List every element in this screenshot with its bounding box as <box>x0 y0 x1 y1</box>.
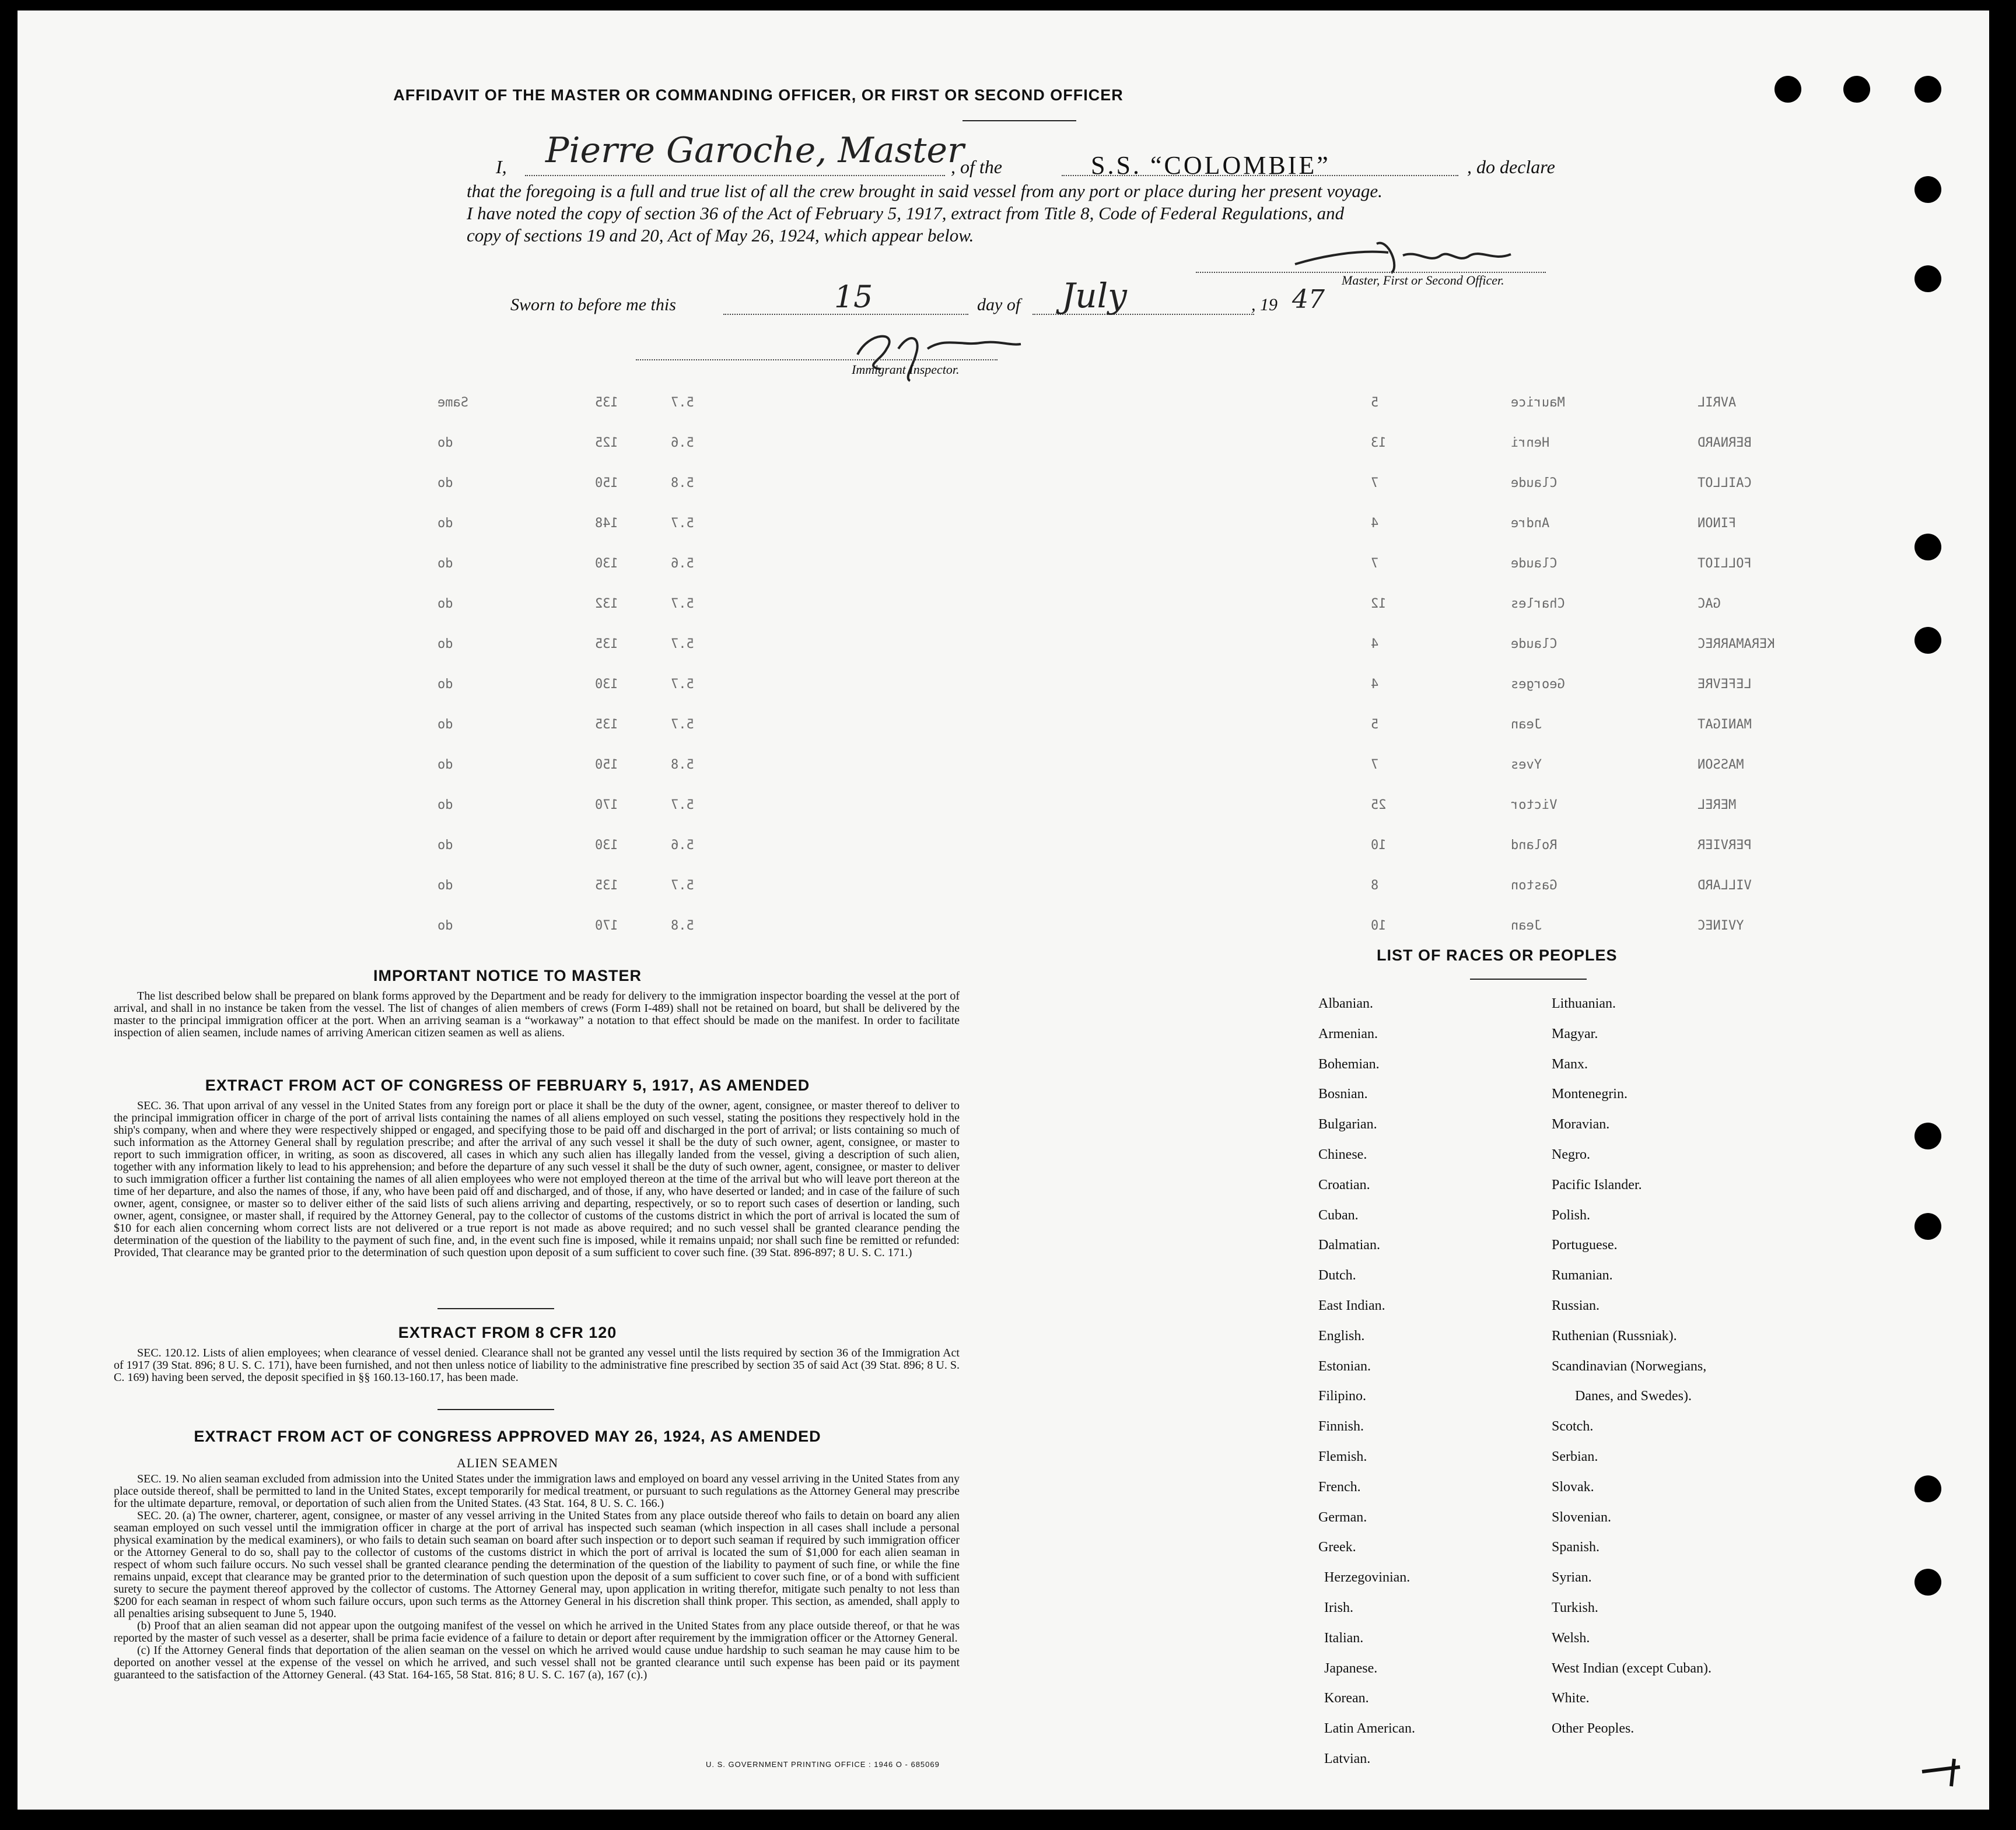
race-item: Greek. <box>1318 1540 1356 1555</box>
race-item: English. <box>1318 1328 1365 1344</box>
bleed-cell: do <box>438 798 453 812</box>
bleed-cell: 5.7 <box>671 597 694 611</box>
race-item: Russian. <box>1552 1298 1600 1313</box>
bleed-cell: do <box>438 878 453 893</box>
bleed-cell: Jean <box>1511 717 1542 732</box>
bleed-cell: Maurice <box>1511 395 1565 410</box>
binder-hole <box>1915 265 1941 292</box>
race-item: Filipino. <box>1318 1389 1367 1404</box>
bleed-cell: 5 <box>1371 395 1379 410</box>
race-item: White. <box>1552 1691 1590 1706</box>
extract-1917-rule <box>438 1308 554 1309</box>
bleed-cell: 5 <box>1371 717 1379 732</box>
bleed-cell: do <box>438 556 453 571</box>
races-rule <box>1470 979 1587 980</box>
bleed-cell: 170 <box>595 918 618 933</box>
binder-hole <box>1774 76 1801 103</box>
of-the-label: , of the <box>951 156 1002 177</box>
binder-hole <box>1915 1123 1941 1149</box>
bleed-cell: 12 <box>1371 597 1387 611</box>
extract-8cfr-rule <box>438 1409 554 1410</box>
inspector-label: Immigrant Inspector. <box>852 362 960 377</box>
bleed-cell: 150 <box>595 476 618 490</box>
bleed-cell: 148 <box>595 516 618 531</box>
race-item: Dalmatian. <box>1318 1237 1380 1253</box>
printer-imprint: U. S. GOVERNMENT PRINTING OFFICE : 1946 O - 685069 <box>706 1760 940 1769</box>
bleed-cell: Gaston <box>1511 878 1558 893</box>
race-item: Ruthenian (Russniak). <box>1552 1328 1677 1344</box>
bleed-cell: do <box>438 436 453 450</box>
bleed-cell: 7 <box>1371 556 1379 571</box>
bleed-cell: 5.7 <box>671 717 694 732</box>
race-item: Armenian. <box>1318 1026 1378 1042</box>
master-label: Master, First or Second Officer. <box>1342 273 1504 288</box>
race-item: Serbian. <box>1552 1449 1598 1464</box>
bleed-cell: 125 <box>595 436 618 450</box>
bleed-cell: 13 <box>1371 436 1387 450</box>
bleed-cell: Jean <box>1511 918 1542 933</box>
race-item: Albanian. <box>1318 996 1373 1011</box>
bleed-cell: Claude <box>1511 556 1558 571</box>
bleed-cell: 135 <box>595 637 618 651</box>
bleed-cell: FOLLIOT <box>1698 556 1752 571</box>
race-item: Spanish. <box>1552 1540 1600 1555</box>
bleed-cell: Roland <box>1511 838 1558 853</box>
race-item: Dutch. <box>1318 1268 1356 1284</box>
binder-hole <box>1915 1213 1941 1240</box>
race-item: Welsh. <box>1552 1630 1590 1646</box>
race-item: Moravian. <box>1552 1117 1610 1133</box>
bleed-cell: 170 <box>595 798 618 812</box>
race-item: Irish. <box>1324 1600 1353 1615</box>
bleed-cell: Claude <box>1511 637 1558 651</box>
form-title: AFFIDAVIT OF THE MASTER OR COMMANDING OFFICER, OR FIRST OR SECOND OFFICER <box>393 86 1124 104</box>
binder-hole <box>1915 1569 1941 1596</box>
binder-hole <box>1843 76 1870 103</box>
bleed-cell: 5.6 <box>671 436 694 450</box>
bleed-cell: MANIGAT <box>1698 717 1752 732</box>
bleed-cell: Yves <box>1511 758 1542 772</box>
bleed-cell: 130 <box>595 838 618 853</box>
bleed-cell: 25 <box>1371 798 1387 812</box>
page-mark <box>1919 1754 1972 1789</box>
bleed-cell: 7 <box>1371 476 1379 490</box>
extract-1917-text: SEC. 36. That upon arrival of any vessel in the United States from any foreign port or place it shall be the duty of the owner, agent, consignee, or master thereof to deliver to the principal immigration officer in charge of the port of arrival lists containing the names of all aliens employed on such vessel, stating the positions they respectively hold in the ship's company, when and where they were respectively shipped or engaged, and specifying those to be paid off and discharged in the port of arrival; or lists containing so much of such information as the Attorney General shall by regulation prescribe; and after the arrival of any such vessel it shall be the duty of such owner, agent, consignee, or master to report to such immigration officer, in writing, as soon as discovered, all cases in which any such alien has illegally landed from the vessel, giving a description of such alien, together with any information likely to lead to his apprehension; and before the departure of any such vessel it shall be the duty of such owner, agent, consignee, or master to deliver to such immigration officer a further list containing the names of all alien employees who were not employed thereon at the time of the arrival but who will leave port thereon at the time of her departure, and also the names of those, if any, who have been paid off and discharged, and of those, if any, who have deserted or landed; and in case of the failure of such owner, agent, consignee, or master so to deliver either of the said lists of such aliens arriving and departing, respectively, or so to report such cases of desertion or landing, such owner, agent, consignee, or master shall, if required by the Attorney General, pay to the collector of customs of the customs district in which the port of arrival is located the sum of $10 for each alien concerning whom correct lists are not delivered or a true report is not made as above required; and no such vessel shall be granted clearance pending the determination of the question of the liability to the payment of such fine, and, in the event such fine is imposed, while it remains unpaid; nor shall such fine be remitted or refunded: Provided, That clearance may be granted prior to the determination of such question upon deposit of a sum sufficient to cover such fine. (39 Stat. 896-897; 8 U. S. C. 171.) <box>114 1099 960 1259</box>
i-prefix: I, <box>496 156 507 177</box>
bleed-cell: Henri <box>1511 436 1550 450</box>
bleed-cell: 5.8 <box>671 918 694 933</box>
declaration-line-3: I have noted the copy of section 36 of the Act of February 5, 1917, extract from Title 8, Code of Federal Regulations, and <box>467 203 1345 223</box>
race-item: Magyar. <box>1552 1026 1598 1042</box>
extract-1924-body <box>114 1473 960 1681</box>
sec-20b-text: (b) Proof that an alien seaman did not appear upon the outgoing manifest of the vessel on which he arrived in the United States from any place outside thereof, or that he was reported by the master of such vessel as a deserter, shall be prima facie evidence of a failure to detain or deport after requirement by the immigration officer or the Attorney General. <box>114 1619 960 1645</box>
bleed-cell: MEREL <box>1698 798 1737 812</box>
do-declare-label: , do declare <box>1467 156 1555 177</box>
bleed-cell: 5.6 <box>671 556 694 571</box>
race-item: Lithuanian. <box>1552 996 1616 1011</box>
race-item: Croatian. <box>1318 1177 1370 1193</box>
bleed-cell: Victor <box>1511 798 1558 812</box>
bleed-cell: 5.7 <box>671 637 694 651</box>
manifest-page <box>18 10 1989 1810</box>
race-item: Slovak. <box>1552 1479 1594 1495</box>
race-item: Latin American. <box>1324 1721 1415 1737</box>
race-item: Slovenian. <box>1552 1509 1611 1525</box>
race-item: Portuguese. <box>1552 1237 1618 1253</box>
race-item: Bohemian. <box>1318 1056 1380 1072</box>
sec-20a-text: SEC. 20. (a) The owner, charterer, agent, consignee, or master of any vessel arriving in the United States from any place outside thereof who fails to detain on board any alien seaman employed on such vessel until the immigration officer in charge at the port of arrival has inspected such seaman (which inspection in all cases shall include a personal physical examination by the medical examiners), or who fails to detain such seaman on board after such inspection or to deport such seaman if required by such immigration officer or the Attorney General to do so, shall pay to the collector of customs of the customs district in which the port of arrival is located the sum of $1,000 for each alien seaman in respect of whom such failure occurs. No such vessel shall be granted clearance pending the determination of the question of the liability to payment of such fine, or while the fine remains unpaid, except that clearance may be granted prior to the determination of such question upon the deposit of a sum sufficient to cover such fine, or of a bond with sufficient surety to secure the payment thereof approved by the collector of customs. The Attorney General may, upon application in writing therefor, mitigate such penalty to not less than $200 for each seaman in respect of whom such failure occurs, upon such terms as the Attorney General in his discretion shall think proper. This section, as amended, shall apply to all penalties arising subsequent to June 5, 1940. <box>114 1509 960 1620</box>
bleed-cell: VILLARD <box>1698 878 1752 893</box>
bleed-cell: 150 <box>595 758 618 772</box>
bleed-cell: 5.7 <box>671 395 694 410</box>
master-name-handwritten: Pierre Garoche, Master <box>545 130 964 171</box>
sec-20c-text: (c) If the Attorney General finds that deportation of the alien seaman on the vessel on which he arrived would cause undue hardship to such seaman he may cause him to be deported on another vessel at the expense of the vessel on which he arrived, and such vessel shall not be granted clearance until such expense has been paid or its payment guaranteed to the satisfaction of the Attorney General. (43 Stat. 164-165, 58 Stat. 816; 8 U. S. C. 167 (a), 167 (c).) <box>114 1644 960 1681</box>
bleed-cell: 5.7 <box>671 516 694 531</box>
bleed-cell: Charles <box>1511 597 1565 611</box>
race-item: French. <box>1318 1479 1361 1495</box>
extract-8cfr-heading: EXTRACT FROM 8 CFR 120 <box>398 1324 617 1341</box>
bleed-cell: MASSON <box>1698 758 1744 772</box>
bleed-cell: 4 <box>1371 637 1379 651</box>
bleed-cell: CAILLOT <box>1698 476 1752 490</box>
sworn-prefix: Sworn to before me this <box>510 295 676 314</box>
bleed-cell: 5.8 <box>671 476 694 490</box>
bleed-cell: Claude <box>1511 476 1558 490</box>
bleed-cell: 130 <box>595 556 618 571</box>
race-item: Scandinavian (Norwegians, <box>1552 1358 1707 1374</box>
race-item: German. <box>1318 1509 1367 1525</box>
race-item: Pacific Islander. <box>1552 1177 1642 1193</box>
bleed-cell: do <box>438 717 453 732</box>
race-item: Rumanian. <box>1552 1268 1613 1284</box>
bleed-cell: 5.8 <box>671 758 694 772</box>
race-item: Manx. <box>1552 1056 1588 1072</box>
bleed-cell: FINON <box>1698 516 1737 531</box>
inspector-signature-line <box>636 359 998 360</box>
race-item: Herzegovinian. <box>1324 1570 1410 1586</box>
race-item: Negro. <box>1552 1147 1590 1162</box>
year-prefix: , 19 <box>1251 295 1278 314</box>
bleed-cell: 5.7 <box>671 677 694 692</box>
race-item: East Indian. <box>1318 1298 1385 1313</box>
binder-hole <box>1915 76 1941 103</box>
bleed-cell: do <box>438 838 453 853</box>
notice-heading: IMPORTANT NOTICE TO MASTER <box>373 967 642 984</box>
bleed-cell: 135 <box>595 717 618 732</box>
bleed-cell: do <box>438 637 453 651</box>
extract-1917-heading: EXTRACT FROM ACT OF CONGRESS OF FEBRUARY 5, 1917, AS AMENDED <box>205 1077 810 1094</box>
races-column-1 <box>1283 996 1528 1789</box>
race-item: Italian. <box>1324 1630 1364 1646</box>
bleed-cell: 4 <box>1371 677 1379 692</box>
race-item: Korean. <box>1324 1691 1369 1706</box>
race-item: Japanese. <box>1324 1660 1378 1676</box>
race-item: Turkish. <box>1552 1600 1598 1615</box>
bleed-cell: BERNARD <box>1698 436 1752 450</box>
binder-hole <box>1915 534 1941 560</box>
bleed-cell: Georges <box>1511 677 1565 692</box>
bleed-cell: 5.7 <box>671 798 694 812</box>
binder-hole <box>1915 1475 1941 1502</box>
race-item: Scotch. <box>1552 1419 1594 1435</box>
sworn-year-handwritten: 47 <box>1292 285 1325 314</box>
extract-1924-heading: EXTRACT FROM ACT OF CONGRESS APPROVED MAY 26, 1924, AS AMENDED <box>194 1428 821 1445</box>
bleed-cell: KERAMARREC <box>1698 637 1775 651</box>
bleed-cell: 5.6 <box>671 838 694 853</box>
declaration-line-4: copy of sections 19 and 20, Act of May 26, 1924, which appear below. <box>467 225 974 246</box>
vessel-name: S.S. “COLOMBIE” <box>1091 151 1331 180</box>
bleed-cell: 10 <box>1371 918 1387 933</box>
bleed-cell: AVRIL <box>1698 395 1737 410</box>
race-item: Danes, and Swedes). <box>1575 1389 1692 1404</box>
bleed-cell: Andre <box>1511 516 1550 531</box>
bleed-cell: LEFEVRE <box>1698 677 1752 692</box>
bleed-cell: 130 <box>595 677 618 692</box>
notice-text: The list described below shall be prepared on blank forms approved by the Department and be ready for delivery to the immigration inspector boarding the vessel at the port of arrival, and shall in no instance be taken from the vessel. The list of changes of alien members of crews (Form I-489) shall not be retained on board, but shall be delivered by the master to the principal immigration officer at the port. When an arriving seaman is a “workaway” a notation to that effect should be made on the manifest. In order to facilitate inspection of alien seamen, include names of arriving American citizen seamen as well as aliens. <box>114 990 960 1039</box>
bleed-cell: do <box>438 758 453 772</box>
bleed-cell: do <box>438 918 453 933</box>
race-item: Finnish. <box>1318 1419 1364 1435</box>
races-heading: LIST OF RACES OR PEOPLES <box>1377 946 1618 964</box>
bleed-cell: Same <box>438 395 468 410</box>
bleed-cell: 132 <box>595 597 618 611</box>
race-item: Estonian. <box>1318 1358 1371 1374</box>
race-item: Latvian. <box>1324 1751 1371 1766</box>
races-column-2 <box>1534 996 1849 1789</box>
day-of-label: day of <box>977 295 1021 314</box>
bleed-cell: 7 <box>1371 758 1379 772</box>
bleed-cell: PERVIER <box>1698 838 1752 853</box>
race-item: Syrian. <box>1552 1570 1592 1586</box>
bleed-cell: 5.7 <box>671 878 694 893</box>
bleed-cell: GAC <box>1698 597 1721 611</box>
race-item: Flemish. <box>1318 1449 1367 1464</box>
bleed-cell: 135 <box>595 878 618 893</box>
race-item: Bosnian. <box>1318 1086 1368 1102</box>
extract-8cfr-text: SEC. 120.12. Lists of alien employees; when clearance of vessel denied. Clearance shall not be granted any vessel until the lists required by section 36 of the Immigration Act of 1917 (39 Stat. 896; 8 U. S. C. 171), have been furnished, and not then unless notice of liability to the administrative fine prescribed by section 35 of said Act (39 Stat. 896; 8 U. S. C. 169) having been served, the deposit specified in §§ 160.13-160.17, has been made. <box>114 1347 960 1384</box>
race-item: Cuban. <box>1318 1207 1359 1223</box>
bleed-cell: do <box>438 476 453 490</box>
binder-hole <box>1915 627 1941 654</box>
sworn-day-handwritten: 15 <box>834 280 873 315</box>
bleed-cell: do <box>438 516 453 531</box>
binder-hole <box>1915 176 1941 203</box>
name-line <box>525 175 945 176</box>
title-rule <box>963 120 1076 121</box>
bleed-cell: 8 <box>1371 878 1379 893</box>
bleed-cell: do <box>438 597 453 611</box>
bleed-cell: do <box>438 677 453 692</box>
race-item: Polish. <box>1552 1207 1591 1223</box>
race-item: Montenegrin. <box>1552 1086 1628 1102</box>
bleed-cell: YVINEC <box>1698 918 1744 933</box>
bleed-cell: 135 <box>595 395 618 410</box>
sec-19-text: SEC. 19. No alien seaman excluded from admission into the United States under the immigration laws and employed on board any vessel arriving in the United States from any place outside thereof, shall be permitted to land in the United States, except temporarily for medical treatment, or pursuant to such regulations as the Attorney General may prescribe for the ultimate departure, removal, or deportation of such alien from the United States. (43 Stat. 164, 8 U. S. C. 166.) <box>114 1473 960 1510</box>
vessel-line <box>1062 175 1458 176</box>
bleed-cell: 10 <box>1371 838 1387 853</box>
alien-seamen-subheading: ALIEN SEAMEN <box>457 1456 558 1470</box>
race-item: Other Peoples. <box>1552 1721 1634 1737</box>
sworn-month-handwritten: July <box>1062 276 1127 315</box>
race-item: Bulgarian. <box>1318 1117 1377 1133</box>
race-item: Chinese. <box>1318 1147 1367 1162</box>
declaration-line-2: that the foregoing is a full and true list of all the crew brought in said vessel from any port or place during her present voyage. <box>467 181 1382 201</box>
race-item: West Indian (except Cuban). <box>1552 1660 1712 1676</box>
bleed-cell: 4 <box>1371 516 1379 531</box>
